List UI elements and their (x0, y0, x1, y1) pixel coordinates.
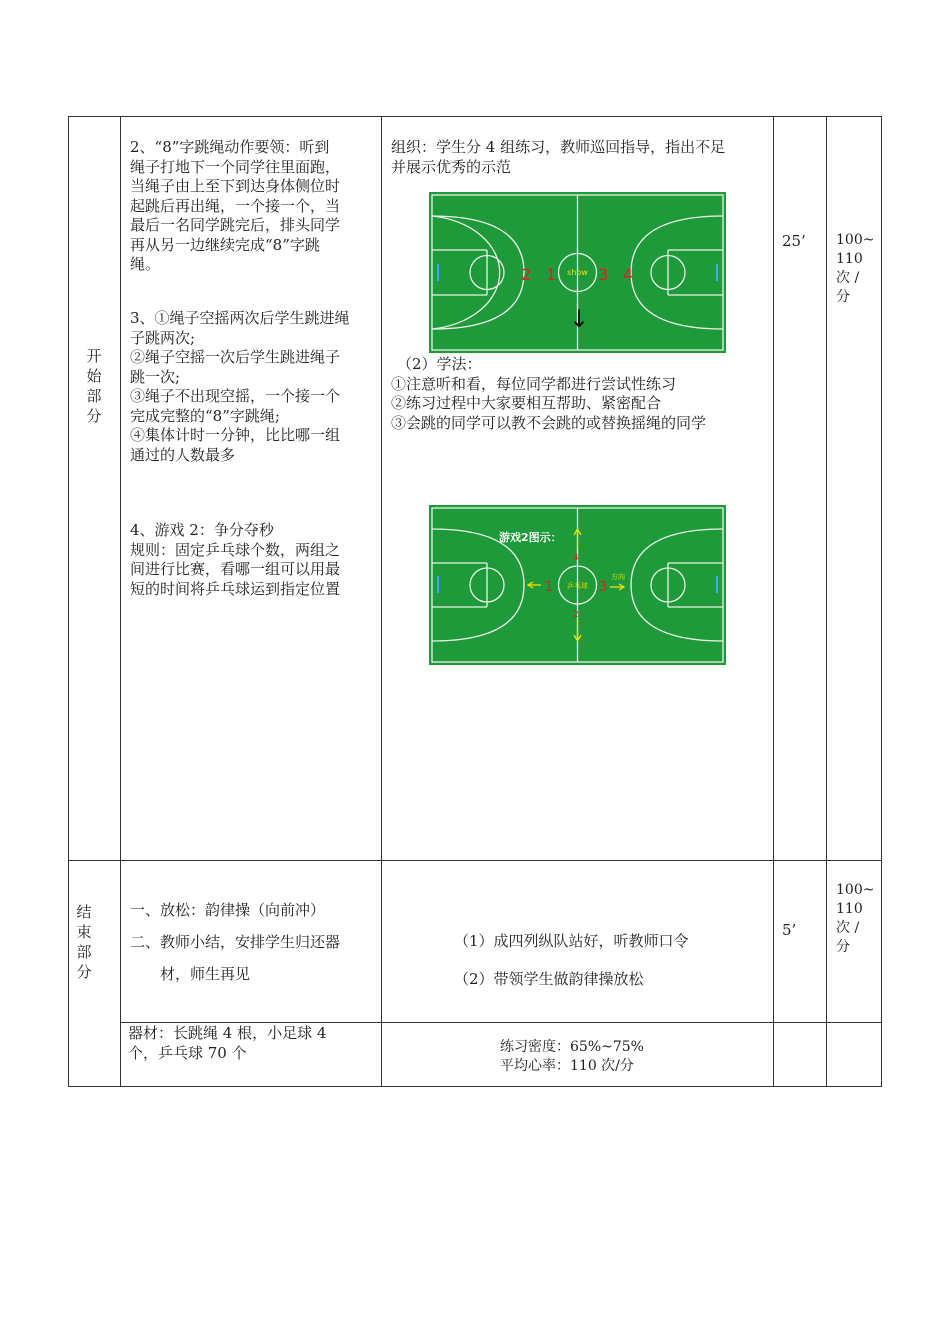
court1-center-text: show (567, 268, 588, 277)
study-method: （2）学法： ①注意听和看，每位同学都进行尝试性练习 ②练习过程中大家要相互帮助、紧密配合 ③会跳的同学可以教不会跳的或替换摇绳的同学 (391, 355, 707, 432)
end-content: 一、放松：韵律操（向前冲） 二、教师小结，安排学生归还器 材，师生再见 (130, 901, 341, 983)
court1-number-3: 3 (598, 265, 609, 284)
row-divider-equipment (120, 1022, 882, 1023)
court-diagram-2 (429, 505, 726, 665)
court1-number-2: 2 (521, 265, 532, 284)
start-time: 25’ (782, 232, 806, 250)
court1-arrow: ↓ (569, 305, 590, 333)
end-heart-rate: 100~ 110 次 / 分 (836, 882, 875, 955)
start-item-3: 3、①绳子空摇两次后学生跳进绳 子跳两次; ②绳子空摇一次后学生跳进绳子 跳一次; ③绳子不出现空摇，一个接一个 完成完整的“8”字跳绳; ④集体计时一分钟，比比哪一组 通过的人数最多 (130, 309, 350, 464)
end-time: 5’ (782, 921, 797, 939)
court1-number-4: 4 (623, 265, 634, 284)
density-text: 练习密度：65%~75% 平均心率：110 次/分 (500, 1039, 644, 1074)
court-diagram-1 (429, 192, 726, 353)
col-divider-1 (120, 116, 121, 1086)
table-top-border (68, 116, 882, 117)
col-divider-2 (381, 116, 382, 1086)
end-method: （1）成四列纵队站好，听教师口令 （2）带领学生做韵律操放松 (454, 932, 689, 988)
start-item-4: 4、游戏 2：争分夺秒 规则：固定乒乓球个数，两组之 间进行比赛，看哪一组可以用最 短的时间将乒乓球运到指定位置 (130, 521, 341, 598)
equipment-text: 器材：长跳绳 4 根，小足球 4 个，乒乓球 70 个 (128, 1024, 327, 1062)
row-divider-start-end (68, 860, 882, 861)
court1-number-1: 1 (546, 265, 557, 284)
table-right-border (881, 116, 882, 1086)
section-label-start: 开 始 部 分 (86, 347, 102, 425)
table-left-border (68, 116, 69, 1086)
col-divider-4 (826, 116, 827, 1086)
start-heart-rate: 100~ 110 次 / 分 (836, 232, 875, 305)
court2-number-2: 2 (573, 610, 579, 620)
court2-number-3: 3 (599, 580, 608, 595)
court2-center-text: 乒乓球 (567, 582, 588, 590)
court2-title: 游戏2图示： (499, 531, 562, 544)
table-bottom-border (68, 1086, 882, 1087)
court2-direction-text: 方向 (611, 573, 625, 581)
section-label-end: 结 束 部 分 (76, 903, 92, 981)
organization-text: 组织：学生分 4 组练习，教师巡回指导，指出不足 并展示优秀的示范 (391, 138, 726, 176)
court2-number-4: 4 (573, 553, 579, 563)
court2-number-1: 1 (545, 580, 554, 595)
start-item-2: 2、“8”字跳绳动作要领：听到 绳子打地下一个同学往里面跑， 当绳子由上至下到达身体侧位时 起跳后再出绳，一个接一个，当 最后一名同学跳完后，排头同学 再从另一边继续完成“8”字跳 绳。 (130, 138, 341, 273)
